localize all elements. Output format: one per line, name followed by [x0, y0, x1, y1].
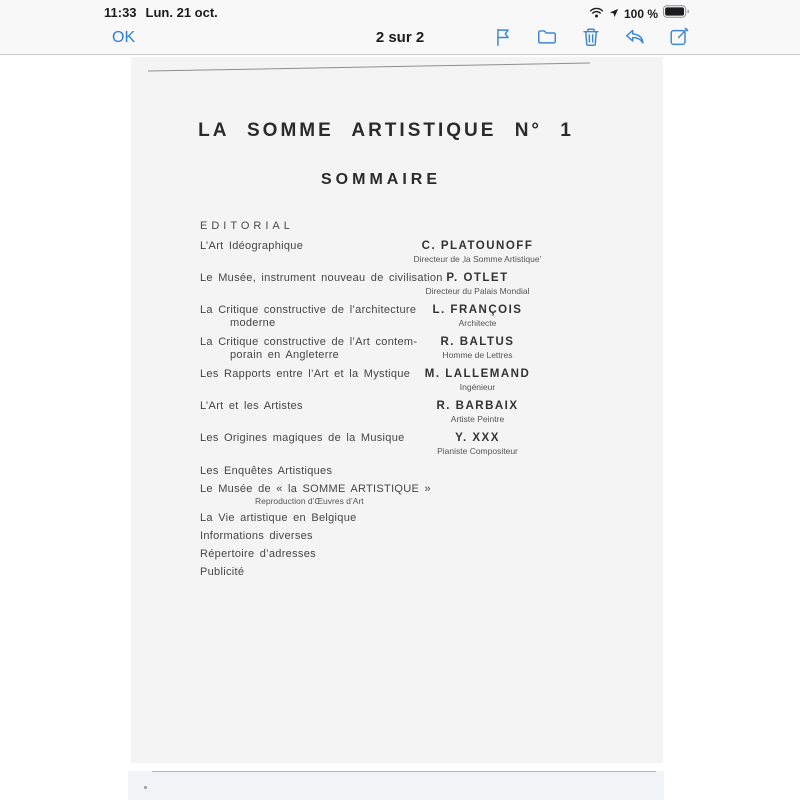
entry-title: L’Art et les Artistes: [200, 400, 303, 412]
other-entries: [200, 465, 600, 584]
document-page: [131, 57, 663, 763]
ok-button[interactable]: OK: [112, 29, 136, 46]
trash-icon[interactable]: [578, 24, 604, 50]
entry-role: Directeur de ‚la Somme Artistique’: [413, 254, 542, 264]
entry-row: [200, 432, 600, 458]
reply-icon[interactable]: [622, 24, 648, 50]
entry-role: Directeur du Palais Mondial: [425, 286, 530, 296]
item-text: Informations diverses: [200, 530, 313, 542]
item-text: Les Enquêtes Artistiques: [200, 465, 333, 477]
top-chrome: [0, 0, 800, 55]
entry-row: [200, 304, 600, 330]
scan-speck: [144, 786, 147, 789]
entry-role: Ingénieur: [459, 382, 496, 392]
item-subtext: Reproduction d’Œuvres d’Art: [255, 496, 364, 506]
list-item: [200, 512, 600, 525]
entry-title: L’Art Idéographique: [200, 240, 304, 252]
item-text: Répertoire d’adresses: [200, 548, 316, 560]
entry-role: Pianiste Compositeur: [437, 446, 518, 456]
page-subtitle: SOMMAIRE: [321, 171, 441, 188]
entry-author: L. FRANÇOIS: [432, 304, 523, 316]
battery-icon: [663, 5, 690, 23]
flag-icon[interactable]: [490, 24, 516, 50]
entry-role: Architecte: [458, 318, 497, 328]
entry-row: [200, 272, 600, 298]
list-item: [200, 465, 600, 478]
entry-author: M. LALLEMAND: [424, 368, 531, 380]
entry-author: C. PLATOUNOFF: [421, 240, 534, 252]
entry-author: Y. XXX: [455, 432, 500, 444]
list-item: [200, 566, 600, 579]
entry-title-line2: porain en Angleterre: [230, 349, 340, 361]
entry-row: [200, 240, 600, 266]
toolbar-actions: [490, 24, 692, 50]
entry-author: P. OTLET: [446, 272, 509, 284]
folder-icon[interactable]: [534, 24, 560, 50]
location-icon: [609, 5, 619, 23]
entry-title: Les Rapports entre l’Art et la Mystique: [200, 368, 411, 380]
item-text: Publicité: [200, 566, 245, 578]
entry-row: [200, 400, 600, 426]
list-item: [200, 548, 600, 561]
entry-author: R. BARBAIX: [436, 400, 519, 412]
entry-row: [200, 368, 600, 394]
entry-role: Homme de Lettres: [442, 350, 513, 360]
list-item: [200, 530, 600, 543]
item-text: Le Musée de « la SOMME ARTISTIQUE »: [200, 483, 431, 495]
item-text: La Vie artistique en Belgique: [200, 512, 357, 524]
page-title: LA SOMME ARTISTIQUE N° 1: [198, 120, 574, 141]
entry-row: [200, 336, 600, 362]
statusbar-right: [589, 5, 690, 23]
entry-title: Les Origines magiques de la Musique: [200, 432, 405, 444]
list-item: [200, 483, 600, 507]
next-page-fragment: [128, 771, 664, 800]
statusbar-left: [104, 5, 218, 20]
clock: 11:33: [104, 5, 137, 20]
page-gap: [0, 763, 800, 771]
section-label: EDITORIAL: [200, 220, 294, 232]
entry-author: R. BALTUS: [440, 336, 515, 348]
page-indicator: 2 sur 2: [375, 29, 425, 46]
summary-entries: [200, 240, 600, 464]
entry-title: La Critique constructive de l’Art contem-: [200, 336, 418, 348]
date: Lun. 21 oct.: [145, 5, 218, 20]
entry-title: La Critique constructive de l’architecture: [200, 304, 417, 316]
wifi-icon: [589, 5, 604, 23]
entry-title: Le Musée, instrument nouveau de civilisation: [200, 272, 443, 284]
entry-title-line2: moderne: [230, 317, 276, 329]
battery-percent: 100 %: [623, 7, 658, 21]
entry-role: Artiste Peintre: [450, 414, 505, 424]
next-page-top-edge: [152, 771, 656, 772]
compose-icon[interactable]: [666, 24, 692, 50]
